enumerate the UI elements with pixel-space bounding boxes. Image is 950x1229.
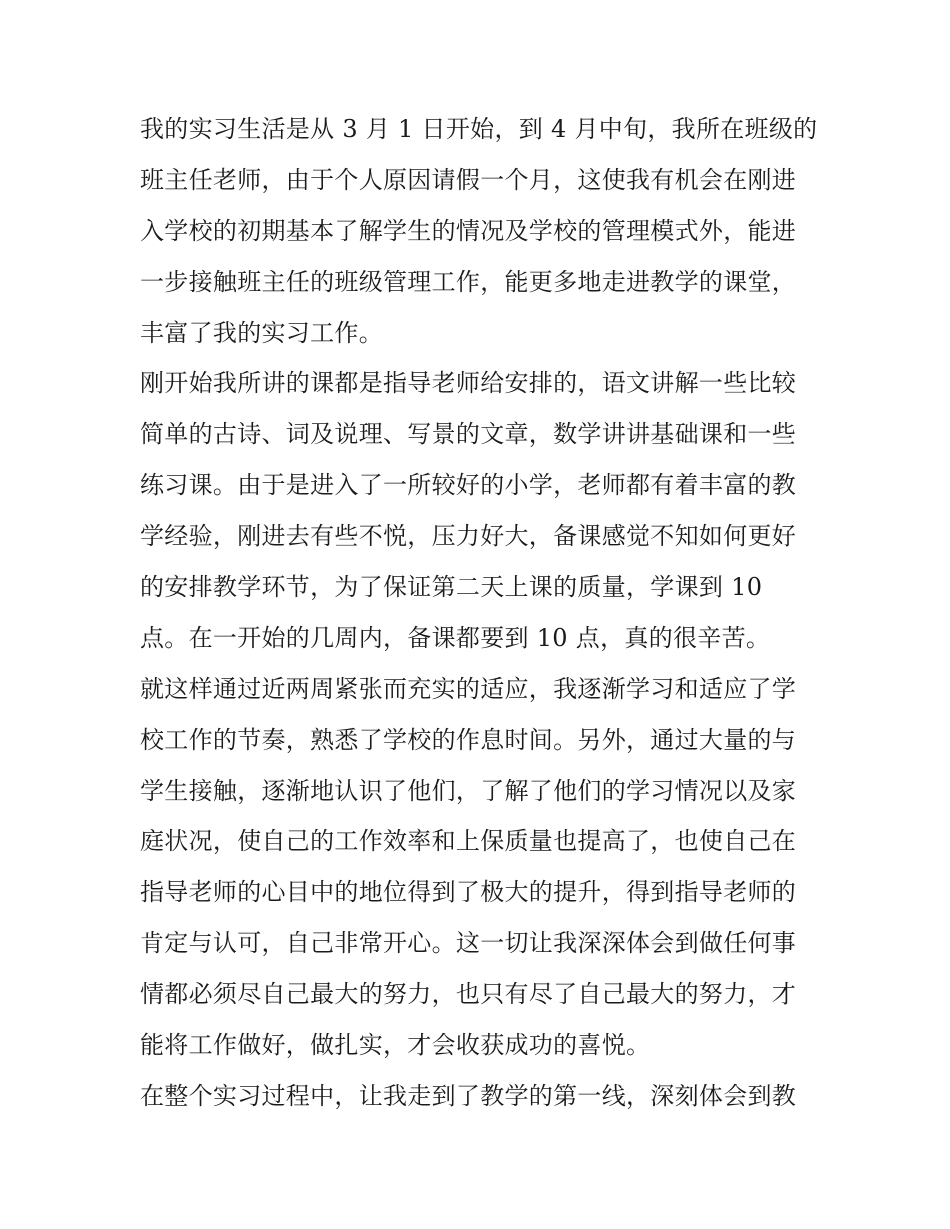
text-line: 班主任老师，由于个人原因请假一个月，这使我有机会在刚进 — [140, 165, 797, 194]
text-line: 肯定与认可，自己非常开心。这一切让我深深体会到做任何事 — [140, 929, 797, 958]
text-line: 我的实习生活是从 3 月 1 日开始，到 4 月中旬，我所在班级的 — [140, 115, 818, 143]
text-line: 学经验，刚进去有些不悦，压力好大，备课感觉不知如何更好 — [140, 522, 797, 551]
text-line: 庭状况，使自己的工作效率和上保质量也提高了，也使自己在 — [140, 827, 797, 856]
text-line: 在整个实习过程中，让我走到了教学的第一线，深刻体会到教 — [140, 1081, 797, 1110]
text-line: 简单的古诗、词及说理、写景的文章，数学讲讲基础课和一些 — [140, 420, 797, 449]
text-line: 一步接触班主任的班级管理工作，能更多地走进教学的课堂， — [140, 267, 797, 296]
text-line: 情都必须尽自己最大的努力，也只有尽了自己最大的努力，才 — [140, 980, 797, 1009]
text-line: 练习课。由于是进入了一所较好的小学，老师都有着丰富的教 — [140, 471, 797, 500]
text-line: 能将工作做好，做扎实，才会收获成功的喜悦。 — [140, 1031, 651, 1060]
text-line: 刚开始我所讲的课都是指导老师给安排的，语文讲解一些比较 — [140, 369, 797, 398]
text-line: 的安排教学环节，为了保证第二天上课的质量，学课到 10 — [140, 573, 763, 602]
text-line: 点。在一开始的几周内，备课都要到 10 点，真的很辛苦。 — [140, 623, 771, 652]
text-line: 丰富了我的实习工作。 — [140, 318, 383, 347]
text-line: 学生接触，逐渐地认识了他们，了解了他们的学习情况以及家 — [140, 776, 797, 805]
text-line: 校工作的节奏，熟悉了学校的作息时间。另外，通过大量的与 — [140, 725, 797, 754]
text-line: 入学校的初期基本了解学生的情况及学校的管理模式外，能进 — [140, 216, 797, 245]
text-line: 就这样通过近两周紧张而充实的适应，我逐渐学习和适应了学 — [140, 674, 797, 703]
document-body — [140, 104, 840, 1122]
text-line: 指导老师的心目中的地位得到了极大的提升，得到指导老师的 — [140, 878, 797, 907]
